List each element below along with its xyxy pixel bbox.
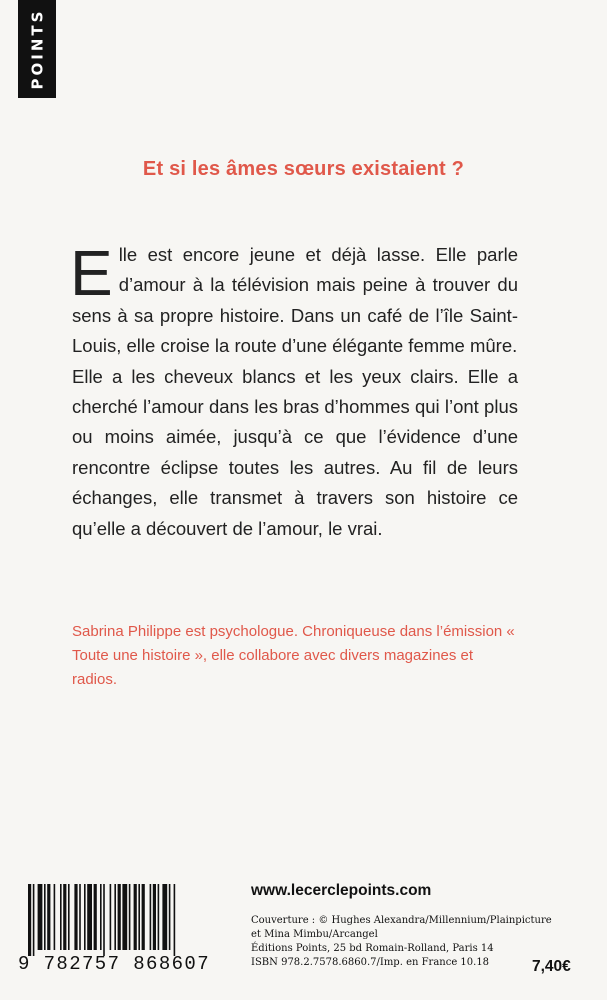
barcode-bar [100, 884, 102, 950]
barcode-bar [74, 884, 77, 950]
barcode-bar [114, 884, 116, 950]
book-summary [70, 237, 518, 544]
barcode-bar [129, 884, 131, 950]
logo-text: POINTS [28, 8, 47, 90]
barcode-bar [153, 884, 156, 950]
barcode-bar [87, 884, 92, 950]
drop-cap: E [70, 237, 113, 309]
barcode-bar [94, 884, 97, 950]
tagline: Et si les âmes sœurs existaient ? [142, 158, 465, 180]
barcode-bar [110, 884, 112, 950]
publisher-website: www.lecerclepoints.com [251, 882, 432, 899]
barcode-bar [169, 884, 171, 950]
credits-block [251, 914, 571, 970]
barcode-bar [28, 884, 31, 956]
barcode-bar [134, 884, 137, 950]
barcode-bar [38, 884, 43, 950]
barcode-bar [158, 884, 160, 950]
barcode-number: 9 782757 868607 [18, 953, 211, 975]
barcode-bar [68, 884, 70, 950]
isbn-line: ISBN 978.2.7578.6860.7/Imp. en France 10.18 [251, 957, 490, 968]
summary-text-1: lle est encore jeune et déjà lasse. Elle parle d’amour à la télévision mais peine à trouver du sens à sa propre histoire. Dans un café de l’île Saint-Louis, elle croise la route d’une élégante femme mûre. [72, 244, 518, 357]
barcode-bar [60, 884, 62, 950]
barcode-bar [33, 884, 35, 956]
barcode [18, 880, 232, 975]
points-logo [18, 0, 56, 98]
barcode-bar [44, 884, 46, 950]
cover-credit-line-2: et Mina Mimbu/Arcangel [251, 929, 378, 940]
barcode-bar [150, 884, 152, 950]
barcode-bar [63, 884, 66, 950]
author-bio: Sabrina Philippe est psychologue. Chroniqueuse dans l’émission « Toute une histoire », elle collabore avec divers magazines et radios. [72, 623, 515, 688]
barcode-bars [28, 884, 224, 956]
barcode-bar [138, 884, 140, 950]
barcode-bar [54, 884, 56, 950]
barcode-bar [84, 884, 86, 950]
summary-paragraph-1 [70, 237, 518, 362]
price: 7,40€ [532, 958, 571, 975]
barcode-bar [162, 884, 167, 950]
barcode-bar [118, 884, 121, 950]
barcode-bar [103, 884, 105, 956]
summary-paragraph-2: Elle a les cheveux blancs et les yeux clairs. Elle a cherché l’amour dans les bras d’hommes qui l’ont plus ou moins aimée, jusqu’à ce que l’évidence d’une rencontre éclipse toutes les autres. Au fil de leurs échanges, elle transmet à travers son histoire ce qu’elle a découvert de l’amour, le vrai. [72, 365, 518, 539]
barcode-bar [174, 884, 176, 956]
barcode-bar [79, 884, 81, 950]
barcode-bar [142, 884, 145, 950]
publisher-address: Éditions Points, 25 bd Romain-Rolland, Paris 14 [251, 943, 494, 954]
cover-credit-line-1: Couverture : © Hughes Alexandra/Millennium/Plainpicture [251, 915, 552, 926]
barcode-bar [122, 884, 127, 950]
barcode-bar [47, 884, 50, 950]
